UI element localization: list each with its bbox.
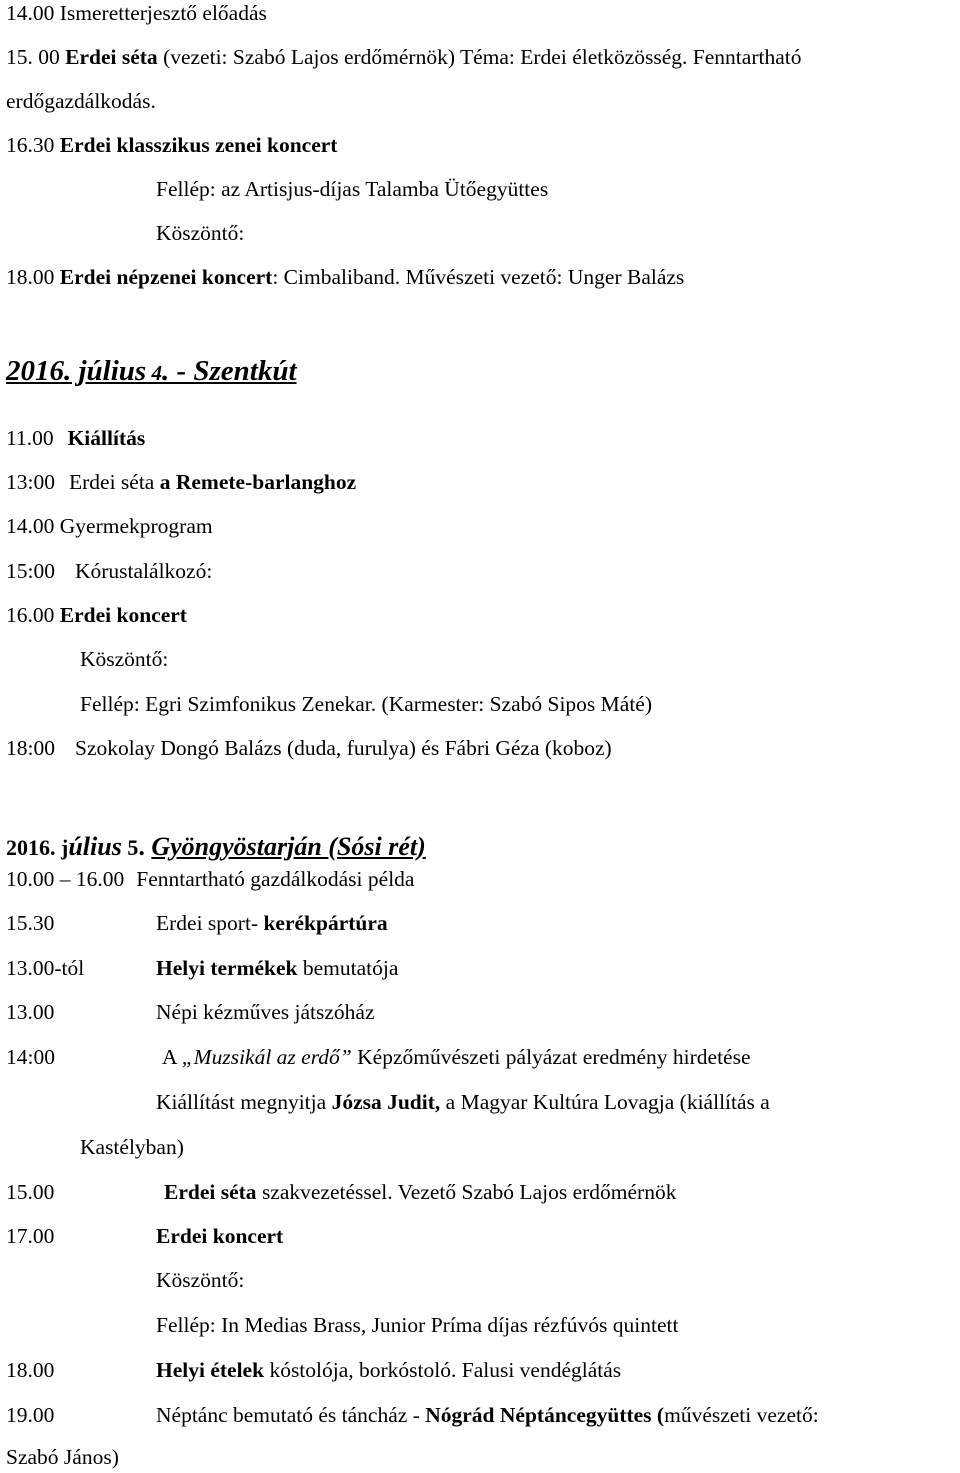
day-header-separator: . <box>138 832 152 861</box>
time-label: 15.00 <box>6 1180 55 1204</box>
event-cell <box>156 955 398 981</box>
day-header-location: Gyöngyöstarján (Sósi rét) <box>151 832 426 861</box>
time-label: 13.00 <box>6 1000 55 1024</box>
greeting-line <box>156 220 244 246</box>
event-details: (vezeti: Szabó Lajos erdőmérnök) Téma: Erdei életközösség. Fenntartható <box>157 45 802 69</box>
time-label: 15:00 <box>6 559 55 583</box>
competition-title: „Muzsikál az erdő” <box>181 1045 352 1069</box>
event-title: a Remete-barlanghoz <box>159 470 357 494</box>
day-header-month: úlius <box>68 832 122 861</box>
event-cell <box>156 1402 819 1428</box>
schedule-line <box>6 44 801 70</box>
event-title: Helyi ételek <box>156 1358 265 1382</box>
event-details: : Cimbaliband. Művészeti vezető: Unger Balázs <box>272 265 685 289</box>
event-title: Erdei koncert <box>156 1224 284 1248</box>
event-details: Népi kézműves játszóház <box>156 1000 375 1024</box>
time-label: 18.00 <box>6 265 60 289</box>
schedule-line <box>6 132 337 158</box>
greeting-text: Köszöntő: <box>156 1268 245 1292</box>
day-header-number: 5 <box>121 835 139 860</box>
schedule-text: 14.00 Gyermekprogram <box>6 514 213 538</box>
schedule-line <box>6 866 414 892</box>
time-label: 11.00 <box>6 426 54 450</box>
time-label: 18.00 <box>6 1358 55 1382</box>
schedule-line <box>6 469 356 495</box>
performer-line <box>80 691 652 717</box>
greeting-line <box>156 1267 244 1293</box>
greeting-text: Köszöntő: <box>156 221 245 245</box>
event-title: Nógrád Néptáncegyüttes ( <box>425 1403 665 1427</box>
event-title: Erdei séta <box>164 1180 257 1204</box>
event-details: kóstolója, borkóstoló. Falusi vendéglátás <box>264 1358 622 1382</box>
day-header <box>6 832 426 863</box>
time-label: 17.00 <box>6 1224 55 1248</box>
time-label: 13:00 <box>6 470 55 494</box>
schedule-line <box>6 1179 677 1205</box>
schedule-line <box>6 1444 119 1470</box>
schedule-text: 14.00 Ismeretterjesztő előadás <box>6 1 267 25</box>
time-label: 14:00 <box>6 1045 55 1069</box>
event-details: A <box>162 1045 182 1069</box>
event-details: Fenntartható gazdálkodási példa <box>136 867 415 891</box>
time-label: 10.00 – 16.00 <box>6 867 125 891</box>
time-label: 15.30 <box>6 911 55 935</box>
event-details: Néptánc bemutató és táncház - <box>156 1403 426 1427</box>
day-header <box>6 354 297 390</box>
schedule-line <box>6 558 212 584</box>
event-title: Erdei népzenei koncert <box>59 265 273 289</box>
greeting-line <box>80 646 168 672</box>
schedule-line <box>6 88 156 114</box>
event-details: erdőgazdálkodás. <box>6 89 156 113</box>
greeting-text: Köszöntő: <box>80 647 169 671</box>
event-cell <box>156 910 388 936</box>
schedule-line <box>6 425 145 451</box>
event-title: Kiállítás <box>67 426 146 450</box>
performer-text: Fellép: az Artisjus-díjas Talamba Ütőegyüttes <box>156 177 549 201</box>
event-title: Erdei klasszikus zenei koncert <box>59 133 338 157</box>
day-header-date: 2016. j <box>6 835 69 860</box>
schedule-line <box>156 1089 770 1115</box>
time-label: 19.00 <box>6 1403 55 1427</box>
schedule-line <box>6 910 388 936</box>
event-title: Erdei koncert <box>59 603 187 627</box>
event-details: Erdei séta <box>68 470 160 494</box>
schedule-line <box>6 1402 819 1428</box>
time-label: 16.30 <box>6 133 60 157</box>
day-header-number: 4 <box>146 361 162 385</box>
event-details: művészeti vezető: <box>664 1403 819 1427</box>
schedule-line <box>6 264 684 290</box>
performer-text: Fellép: In Medias Brass, Junior Príma díjas rézfúvós quintett <box>156 1313 679 1337</box>
event-cell <box>164 1179 676 1205</box>
day-header-date: 2016. július <box>6 355 147 387</box>
event-title: Erdei séta <box>65 45 158 69</box>
event-details: bemutatója <box>297 956 399 980</box>
time-label: 18:00 <box>6 736 55 760</box>
event-details: Kiállítást megnyitja <box>156 1090 332 1114</box>
person-name: Szabó János) <box>6 1445 119 1469</box>
event-details: Kastélyban) <box>80 1135 184 1159</box>
event-cell <box>156 1357 621 1383</box>
time-label: 15. 00 <box>6 45 66 69</box>
schedule-line <box>6 999 375 1025</box>
day-header-location: . - Szentkút <box>161 355 297 387</box>
event-title: Helyi termékek <box>156 956 298 980</box>
event-details: Szokolay Dongó Balázs (duda, furulya) és Fábri Géza (koboz) <box>74 736 612 760</box>
time-label: 13.00-tól <box>6 956 85 980</box>
person-name: Józsa Judit, <box>331 1090 441 1114</box>
performer-line <box>156 1312 679 1338</box>
event-details: Erdei sport- <box>156 911 264 935</box>
event-details: Kórustalálkozó: <box>74 559 213 583</box>
schedule-line <box>6 735 612 761</box>
schedule-line <box>6 955 399 981</box>
schedule-line <box>6 1223 284 1249</box>
event-title: kerékpártúra <box>263 911 388 935</box>
event-cell <box>162 1044 751 1070</box>
event-details: Képzőművészeti pályázat eredmény hirdetése <box>351 1045 751 1069</box>
schedule-line <box>6 1044 751 1070</box>
time-label: 16.00 <box>6 603 60 627</box>
schedule-line <box>6 0 267 26</box>
schedule-line <box>6 1357 622 1383</box>
schedule-line <box>6 602 187 628</box>
performer-text: Fellép: Egri Szimfonikus Zenekar. (Karmester: Szabó Sipos Máté) <box>80 692 653 716</box>
schedule-line <box>6 513 213 539</box>
schedule-line <box>80 1134 184 1160</box>
event-details: a Magyar Kultúra Lovagja (kiállítás a <box>440 1090 770 1114</box>
performer-line <box>156 176 548 202</box>
event-details: szakvezetéssel. Vezető Szabó Lajos erdőmérnök <box>256 1180 677 1204</box>
